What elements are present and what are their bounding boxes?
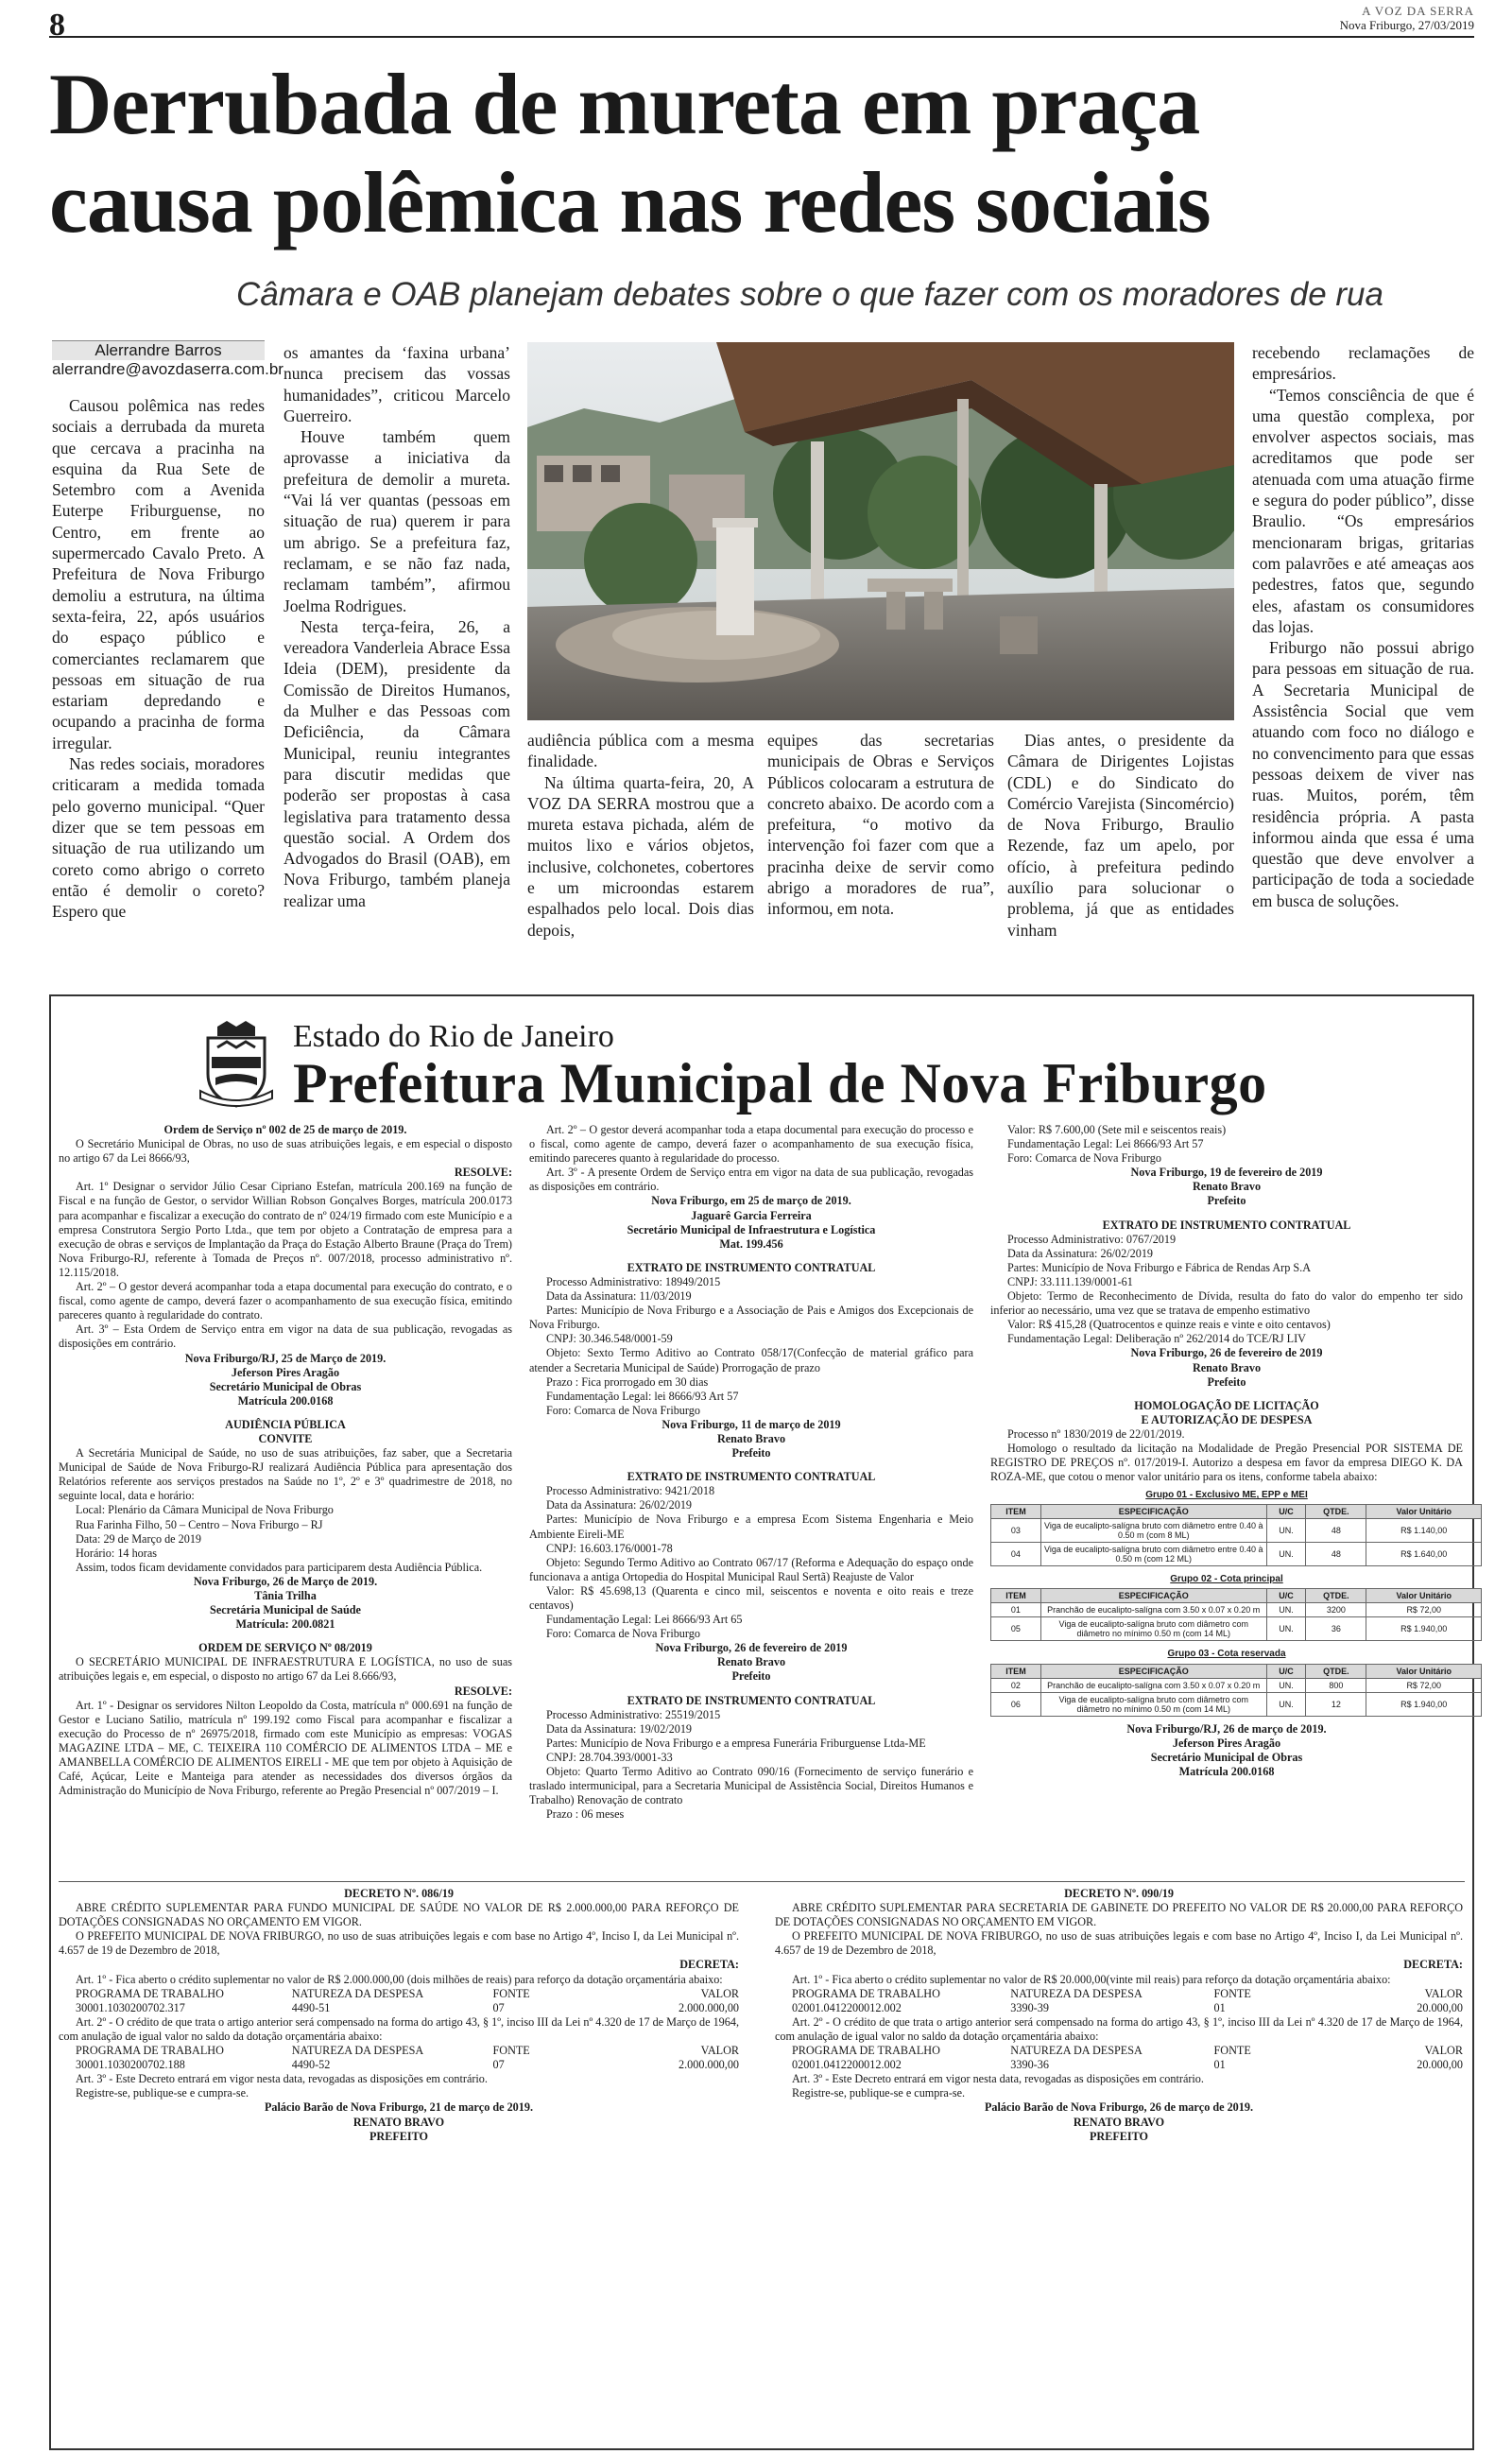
col-value: VALOR	[700, 2044, 739, 2058]
table-cell: R$ 72,00	[1366, 1678, 1482, 1692]
decree-decreta: DECRETA:	[679, 1958, 739, 1972]
budget-table-row	[59, 2001, 739, 2015]
contract-extract-title: EXTRATO DE INSTRUMENTO CONTRATUAL	[1102, 1218, 1351, 1232]
signatory-role: Prefeito	[1207, 1374, 1246, 1389]
cell-value: 20.000,00	[1417, 2058, 1463, 2072]
notice-state: Estado do Rio de Janeiro	[293, 1019, 614, 1054]
author-email: alerrandre@avozdaserra.com.br	[52, 360, 284, 378]
contract-line: Fundamentação Legal: Lei 8666/93 Art 57	[1007, 1137, 1204, 1151]
article-column-5	[1007, 730, 1234, 941]
bid-result-groups	[990, 1488, 1463, 1716]
hearing-text: A Secretária Municipal de Saúde, no uso de suas atribuições, faz saber, que a Secretaria Municipal de Saúde de Nova Friburgo-RJ realizará Audiência Pública para apresentação dos Relatórios referente aos serviços prestados na Saúde no 1º, 2º e 3º quadrimestre de 2018, no seguinte local, data e horário:	[59, 1446, 512, 1503]
table-cell: 800	[1306, 1678, 1366, 1692]
order-resolve: RESOLVE:	[454, 1166, 512, 1180]
table-header-cell: QTDE.	[1306, 1589, 1366, 1603]
decree-article-3: Art. 3º - Este Decreto entrará em vigor nesta data, revogadas as disposições em contrário.	[792, 2072, 1204, 2086]
order-article-3: Art. 3º - A presente Ordem de Serviço entra em vigor na data de sua publicação, revogadas as disposições em contrário.	[529, 1166, 973, 1194]
hearing-subtitle: CONVITE	[258, 1431, 313, 1445]
budget-table-header	[775, 1987, 1463, 2001]
budget-table-header	[59, 1987, 739, 2001]
cell-source: 01	[1213, 2000, 1226, 2014]
cell-program: 30001.1030200702.188	[76, 2058, 185, 2072]
signatory-name: Renato Bravo	[716, 1655, 786, 1669]
contract-line: Objeto: Segundo Termo Aditivo ao Contrato 067/17 (Reforma e Adequação do espaço onde funcionava a antiga Ortopedia do Hospital Municipal Raul Sertã) Reajuste de Valor	[529, 1555, 973, 1583]
table-cell: Pranchão de eucalipto-salígna com 3.50 x 0.07 x 0.20 m	[1040, 1678, 1266, 1692]
decree-intro: O PREFEITO MUNICIPAL DE NOVA FRIBURGO, no uso de suas atribuições legais e com base no Artigo 4º, Inciso I, da Lei Municipal nº. 4.657 de 19 de Dezembro de 2018,	[59, 1929, 739, 1958]
table-cell: 48	[1306, 1543, 1366, 1566]
signatory-name: Jeferson Pires Aragão	[1172, 1736, 1281, 1750]
paragraph: Dias antes, o presidente da Câmara de Dirigentes Lojistas (CDL) e do Sindicato do Comércio Varejista (Sincomércio) de Nova Friburgo, Braulio Rezende, faz um apelo, por ofício, à prefeitura pedindo auxílio para solucionar o problema, já que as entidades vinham	[1007, 731, 1234, 940]
table-row	[991, 1678, 1482, 1692]
budget-table-header	[59, 2044, 739, 2058]
table-header-cell: ESPECIFICAÇÃO	[1040, 1664, 1266, 1678]
decree-place-date: Palácio Barão de Nova Friburgo, 21 de março de 2019.	[264, 2100, 533, 2115]
decree-article-1: Art. 1º - Fica aberto o crédito suplementar no valor de R$ 20.000,00(vinte mil reais) para reforço da dotação orçamentária abaixo:	[792, 1972, 1391, 1986]
table-cell: Viga de eucalipto-salígna bruto com diâmetro com diâmetro no mínimo 0.50 m (com 14 ML)	[1040, 1692, 1266, 1716]
col-program: PROGRAMA DE TRABALHO	[76, 2044, 224, 2058]
contract-line: Processo Administrativo: 0767/2019	[1007, 1232, 1177, 1246]
decree-article-2: Art. 2º - O crédito de que trata o artigo anterior será compensado na forma do artigo 43, § 1º, inciso III da Lei nº 4.320 de 17 de Março de 1964, com anulação de igual valor no saldo da dotação orçamentária abaixo:	[775, 2014, 1463, 2043]
cell-nature: 3390-36	[1010, 2058, 1049, 2072]
table-cell: UN.	[1266, 1603, 1306, 1617]
table-row	[991, 1519, 1482, 1543]
paragraph: Houve também quem aprovasse a iniciativa da prefeitura de demolir a mureta. “Vai lá ver quantas (pessoas em situação de rua) querem ir para um abrigo. Se a prefeitura faz, reclamam, e se não faz nada, reclamam também”, afirmou Joelma Rodrigues.	[284, 427, 510, 615]
contract-line: Processo Administrativo: 18949/2015	[546, 1274, 721, 1288]
cell-value: 20.000,00	[1417, 2000, 1463, 2014]
bid-group-table	[990, 1504, 1482, 1566]
contract-line: Foro: Comarca de Nova Friburgo	[546, 1403, 700, 1417]
table-cell: Pranchão de eucalipto-salígna com 3.50 x 0.07 x 0.20 m	[1040, 1603, 1266, 1617]
col-source: FONTE	[1213, 2044, 1251, 2058]
table-header-cell: U/C	[1266, 1505, 1306, 1519]
paragraph: os amantes da ‘faxina urbana’ nunca precisem das vossas humanidades”, criticou Marcelo Guerreiro.	[284, 343, 510, 425]
notice-column-3	[990, 1123, 1463, 1779]
table-cell: 03	[991, 1519, 1041, 1543]
signatory-name: Jaguarê Garcia Ferreira	[691, 1208, 812, 1222]
decree-heading: ABRE CRÉDITO SUPLEMENTAR PARA FUNDO MUNICIPAL DE SAÚDE NO VALOR DE R$ 2.000.000,00 PARA REFORÇO DE DOTAÇÕES CONSIGNADAS NO ORÇAMENTO EM VIGOR.	[59, 1901, 739, 1929]
table-cell: 04	[991, 1543, 1041, 1566]
contract-line: Prazo : 06 meses	[546, 1807, 625, 1822]
contract-line: Data da Assinatura: 26/02/2019	[546, 1498, 693, 1512]
signatory-role: Secretário Municipal de Infraestrutura e Logística	[627, 1222, 876, 1236]
contract-place-date: Nova Friburgo, 26 de fevereiro de 2019	[655, 1641, 848, 1655]
decree-register: Registre-se, publique-se e cumpra-se.	[76, 2086, 249, 2100]
photo-kiosk-square	[527, 342, 1234, 720]
contract-line: Fundamentação Legal: lei 8666/93 Art 57	[546, 1389, 739, 1403]
contract-line: Valor: R$ 45.698,13 (Quarenta e cinco mil, seiscentos e noventa e oito reais e treze centavos)	[529, 1583, 973, 1612]
table-header-cell: Valor Unitário	[1366, 1505, 1482, 1519]
contract-line: CNPJ: 30.346.548/0001-59	[546, 1332, 673, 1346]
city-crest-icon	[198, 1019, 274, 1110]
contract-line: CNPJ: 16.603.176/0001-78	[546, 1541, 673, 1555]
decree-090	[775, 1887, 1463, 2144]
contract-line: CNPJ: 28.704.393/0001-33	[546, 1750, 673, 1764]
order-title: ORDEM DE SERVIÇO Nº 08/2019	[198, 1641, 372, 1655]
table-header-cell: ITEM	[991, 1589, 1041, 1603]
table-cell: R$ 1.940,00	[1366, 1692, 1482, 1716]
table-cell: UN.	[1266, 1692, 1306, 1716]
table-row	[991, 1692, 1482, 1716]
hearing-date: Data: 29 de Março de 2019	[76, 1531, 202, 1546]
headline	[49, 55, 1486, 251]
contract-place-date: Nova Friburgo, 19 de fevereiro de 2019	[1130, 1166, 1323, 1180]
signatory-registration: Matrícula: 200.0821	[235, 1617, 335, 1632]
table-cell: R$ 72,00	[1366, 1603, 1482, 1617]
table-header-cell: U/C	[1266, 1664, 1306, 1678]
paragraph: Friburgo não possui abrigo para pessoas em situação de rua. A Secretaria Municipal de Assistência Social que vem atuando com foco no diálogo e no convencimento para que essas pessoas deixem de viver nas ruas. Muitos, porém, têm residência própria. A pasta informou ainda que essa é uma questão que deve envolver a participação de toda a sociedade em busca de soluções.	[1252, 638, 1474, 910]
order-article-3: Art. 3º – Esta Ordem de Serviço entra em vigor na data de sua publicação, revogadas as disposições em contrário.	[59, 1322, 512, 1351]
homologation-subtitle: E AUTORIZAÇÃO DE DESPESA	[1141, 1412, 1313, 1426]
signatory-role: Prefeito	[731, 1446, 771, 1460]
decree-decreta: DECRETA:	[1403, 1958, 1463, 1972]
paragraph: recebendo reclamações de empresários.	[1252, 343, 1474, 384]
decree-title: DECRETO Nº. 090/19	[1064, 1887, 1174, 1900]
contract-extract-title: EXTRATO DE INSTRUMENTO CONTRATUAL	[627, 1470, 876, 1484]
table-header-cell: U/C	[1266, 1589, 1306, 1603]
paragraph: equipes das secretarias municipais de Obras e Serviços Públicos colocaram a estrutura de concreto abaixo. De acordo com a prefeitura, “o motivo da intervenção foi fazer com que a pracinha deixe de servir como abrigo a moradores de rua”, informou, em nota.	[767, 731, 994, 919]
paragraph: Causou polêmica nas redes sociais a derrubada da mureta que cercava a pracinha na esquina da Rua Sete de Setembro com a Avenida Euterpe Friburguense, no Centro, em frente ao supermercado Cavalo Preto. A Prefeitura de Nova Friburgo demoliu a estrutura, na última sexta-feira, 22, após usuários do espaço público e comerciantes reclamarem que pessoas em situação de rua estariam depredando e ocupando a pracinha de forma irregular.	[52, 396, 265, 752]
order-article-2: Art. 2º – O gestor deverá acompanhar toda a etapa documental para execução do contrato, e o fiscal, como agente de campo, deverá fazer o acompanhamento de sua execução física, emitindo pareceres quanto à regularidade do contrato.	[59, 1280, 512, 1322]
contract-place-date: Nova Friburgo, 11 de março de 2019	[662, 1417, 841, 1431]
order-article-2: Art. 2º – O gestor deverá acompanhar toda a etapa documental para execução do processo e o fiscal, como agente de campo, deverá fazer o acompanhamento de sua execução física, emitindo pareceres quanto à regularidade do processo.	[529, 1123, 973, 1166]
signatory-name: RENATO BRAVO	[1073, 2115, 1165, 2129]
col-value: VALOR	[1424, 2044, 1463, 2058]
decree-086	[59, 1887, 739, 2144]
table-cell: 06	[991, 1692, 1041, 1716]
cell-value: 2.000.000,00	[679, 2058, 739, 2072]
paragraph: Nas redes sociais, moradores criticaram a medida tomada pelo governo municipal. “Quer dizer que se tem pessoas em situação de rua utilizando um coreto como abrigo o correto então é demolir o coreto? Espero que	[52, 754, 265, 922]
cell-source: 01	[1213, 2058, 1226, 2072]
budget-table-row	[775, 2058, 1463, 2072]
decree-article-2: Art. 2º - O crédito de que trata o artigo anterior será compensado na forma do artigo 43, § 1º, inciso III da Lei nº 4.320 de 17 de Março de 1964, com anulação de igual valor no saldo da dotação orçamentária abaixo:	[59, 2014, 739, 2043]
table-cell: R$ 1.140,00	[1366, 1519, 1482, 1543]
hearing-address: Rua Farinha Filho, 50 – Centro – Nova Friburgo – RJ	[76, 1517, 323, 1531]
order-article-1: Art. 1º - Designar os servidores Nilton Leopoldo da Costa, matrícula nº 000.691 na função de Gestor e Luciano Satilio, matrícula nº 199.192 como Fiscal para acompanhar e fiscalizar a execução do Processo de nº 26975/2018, firmado com este Município as empresas: VOGAS MAGAZINE LTDA – ME, C. TEIXEIRA 110 COMÉRCIO DE ALIMENTOS LTDA – ME e AMANBELLA COMÉRCIO DE ALIMENTOS EIRELI - ME que tem por objeto à Aquisição de Café, Açúcar, Leite e Manteiga para atender as necessidades dos diversos órgãos da Administração do Município de Nova Friburgo, referente ao Pregão Presencial nº 007/2019 – I.	[59, 1698, 512, 1798]
decree-separator	[59, 1881, 1465, 1882]
bid-group-title: Grupo 03 - Cota reservada	[1167, 1649, 1286, 1660]
paragraph: Nesta terça-feira, 26, a vereadora Vanderleia Abrace Essa Ideia (DEM), presidente da Comissão de Direitos Humanos, da Mulher e das Pessoas com Deficiência, da Câmara Municipal, reuniu integrantes para discutir medidas que poderão ser propostas à casa legislativa para tratamento dessa questão social. A Ordem dos Advogados do Brasil (OAB), em Nova Friburgo, também planeja realizar uma	[284, 616, 510, 910]
contract-line: Processo Administrativo: 9421/2018	[546, 1484, 715, 1498]
contract-line: Partes: Município de Nova Friburgo e Fábrica de Rendas Arp S.A	[1007, 1260, 1311, 1274]
cell-nature: 3390-39	[1010, 2000, 1049, 2014]
contract-line: Partes: Município de Nova Friburgo e a Associação de Pais e Amigos dos Excepcionais de Nova Friburgo.	[529, 1304, 973, 1332]
decree-title: DECRETO Nº. 086/19	[344, 1887, 454, 1900]
signatory-name: RENATO BRAVO	[352, 2115, 445, 2129]
table-row	[991, 1543, 1482, 1566]
contract-line: Valor: R$ 415,28 (Quatrocentos e quinze reais e vinte e oito centavos)	[1007, 1318, 1331, 1332]
col-source: FONTE	[492, 1986, 530, 2000]
signatory-role: Secretário Municipal de Obras	[1150, 1750, 1303, 1764]
table-cell: UN.	[1266, 1543, 1306, 1566]
paragraph: Na última quarta-feira, 20, A VOZ DA SERRA mostrou que a mureta estava pichada, além de muitos lixo e vários objetos, inclusive, colchonetes, cobertores e um microondas estarem espalhados pelo local. Dois dias depois,	[527, 772, 754, 940]
notice-column-2	[529, 1123, 973, 1822]
table-cell: Viga de eucalipto-salígna bruto com diâmetro com diâmetro no mínimo 0.50 m (com 14 ML)	[1040, 1617, 1266, 1641]
col-nature: NATUREZA DA DESPESA	[1010, 1986, 1143, 2000]
contract-place-date: Nova Friburgo, 26 de fevereiro de 2019	[1130, 1346, 1323, 1360]
contract-line: Objeto: Termo de Reconhecimento de Dívida, resulta do fato do valor do empenho ter sido inferior ao necessário, uma vez que se tratava de empenho estimativo	[990, 1289, 1463, 1318]
decree-intro: O PREFEITO MUNICIPAL DE NOVA FRIBURGO, no uso de suas atribuições legais e com base no Artigo 4º, Inciso I, da Lei Municipal nº. 4.657 de 19 de Dezembro de 2018,	[775, 1929, 1463, 1958]
signatory-role: PREFEITO	[1089, 2129, 1149, 2143]
cell-value: 2.000.000,00	[679, 2000, 739, 2014]
col-program: PROGRAMA DE TRABALHO	[792, 1986, 940, 2000]
table-header-row	[991, 1505, 1482, 1519]
col-value: VALOR	[700, 1986, 739, 2000]
date-line: Nova Friburgo, 27/03/2019	[1339, 18, 1474, 32]
contract-line: Fundamentação Legal: Deliberação nº 262/2014 do TCE/RJ LIV	[1007, 1332, 1306, 1346]
contract-line: Foro: Comarca de Nova Friburgo	[546, 1627, 700, 1641]
table-header-cell: ESPECIFICAÇÃO	[1040, 1589, 1266, 1603]
table-cell: 05	[991, 1617, 1041, 1641]
contract-line: Partes: Município de Nova Friburgo e a empresa Funerária Friburguense Ltda-ME	[546, 1736, 926, 1750]
contract-line: Objeto: Quarto Termo Aditivo ao Contrato 090/16 (Fornecimento de serviço funerário e traslado intermunicipal, para a Secretaria Municipal de Assistência Social, Direitos Humanos e Trabalho) Renovação de contrato	[529, 1765, 973, 1807]
table-row	[991, 1617, 1482, 1641]
order-resolve: RESOLVE:	[454, 1684, 512, 1698]
table-cell: UN.	[1266, 1617, 1306, 1641]
page-number: 8	[49, 8, 65, 43]
table-header-cell: QTDE.	[1306, 1505, 1366, 1519]
notice-title: Prefeitura Municipal de Nova Friburgo	[293, 1052, 1267, 1115]
hearing-title: AUDIÊNCIA PÚBLICA	[225, 1417, 346, 1431]
col-source: FONTE	[1213, 1986, 1251, 2000]
signatory-role: Prefeito	[1207, 1194, 1246, 1208]
subheadline: Câmara e OAB planejam debates sobre o que fazer com os moradores de rua	[236, 276, 1383, 313]
contract-line: Data da Assinatura: 26/02/2019	[1007, 1246, 1154, 1260]
signatory-registration: Mat. 199.456	[719, 1236, 783, 1251]
table-cell: 36	[1306, 1617, 1366, 1641]
signatory-role: PREFEITO	[369, 2129, 429, 2143]
cell-nature: 4490-51	[291, 2000, 331, 2014]
cell-program: 02001.0412200012.002	[792, 2000, 902, 2014]
hearing-location: Local: Plenário da Câmara Municipal de Nova Friburgo	[76, 1503, 334, 1517]
bid-group-table	[990, 1588, 1482, 1641]
bid-group-table	[990, 1664, 1482, 1717]
signatory-registration: Matrícula 200.0168	[1178, 1764, 1275, 1778]
hearing-time: Horário: 14 horas	[76, 1546, 157, 1560]
budget-table-header	[775, 2044, 1463, 2058]
table-row	[991, 1603, 1482, 1617]
table-header-cell: ESPECIFICAÇÃO	[1040, 1505, 1266, 1519]
decree-place-date: Palácio Barão de Nova Friburgo, 26 de março de 2019.	[984, 2100, 1253, 2115]
table-header-row	[991, 1589, 1482, 1603]
contract-extract-title: EXTRATO DE INSTRUMENTO CONTRATUAL	[627, 1260, 876, 1274]
homologation-title: HOMOLOGAÇÃO DE LICITAÇÃO	[1134, 1398, 1319, 1412]
budget-table-row	[775, 2001, 1463, 2015]
table-cell: UN.	[1266, 1678, 1306, 1692]
paragraph: “Temos consciência de que é uma questão complexa, por envolver aspectos sociais, mas acreditamos que pode ser atenuada com uma atuação firme e segura do poder público”, disse Braulio. “Os empresários mencionaram brigas, gritarias com palavrões e até ameaças aos pedestres, fatos que, segundo eles, afastam os consumidores das lojas.	[1252, 385, 1474, 636]
signatory-role: Secretária Municipal de Saúde	[210, 1603, 361, 1617]
contract-line: Processo Administrativo: 25519/2015	[546, 1707, 721, 1721]
decree-article-3: Art. 3º - Este Decreto entrará em vigor nesta data, revogadas as disposições em contrário.	[76, 2072, 488, 2086]
decree-article-1: Art. 1º - Fica aberto o crédito suplementar no valor de R$ 2.000.000,00 (dois milhões de reais) para reforço da dotação orçamentária abaixo:	[76, 1972, 723, 1986]
contract-line: Prazo : Fica prorrogado em 30 dias	[546, 1374, 709, 1389]
page-header-meta	[1340, 4, 1474, 32]
order-intro: O SECRETÁRIO MUNICIPAL DE INFRAESTRUTURA E LOGÍSTICA, no uso de suas atribuições legais e, em especial, o disposto no artigo 67 da Lei 8.666/93,	[59, 1655, 512, 1684]
contract-line: Partes: Município de Nova Friburgo e a empresa Ecom Sistema Engenharia e Meio Ambiente Eireli-ME	[529, 1512, 973, 1541]
table-cell: R$ 1.640,00	[1366, 1543, 1482, 1566]
contract-line: Data da Assinatura: 19/02/2019	[546, 1721, 693, 1736]
homologation-place-date: Nova Friburgo/RJ, 26 de março de 2019.	[1126, 1721, 1327, 1736]
signatory-name: Renato Bravo	[1192, 1180, 1262, 1194]
col-program: PROGRAMA DE TRABALHO	[792, 2044, 940, 2058]
paper-name: A VOZ DA SERRA	[1362, 4, 1474, 18]
signatory-registration: Matrícula 200.0168	[237, 1393, 334, 1408]
order-intro: O Secretário Municipal de Obras, no uso de suas atribuições legais, e em especial o disposto no artigo 67 da Lei 8666/93,	[59, 1137, 512, 1166]
bid-group-title: Grupo 01 - Exclusivo ME, EPP e MEI	[1145, 1490, 1308, 1501]
contract-line: Valor: R$ 7.600,00 (Sete mil e seiscentos reais)	[1007, 1123, 1227, 1136]
article-column-3	[527, 730, 754, 941]
table-cell: 02	[991, 1678, 1041, 1692]
signatory-role: Secretário Municipal de Obras	[209, 1379, 362, 1393]
table-header-cell: ITEM	[991, 1664, 1041, 1678]
order-place-date: Nova Friburgo, em 25 de março de 2019.	[651, 1194, 851, 1208]
table-cell: UN.	[1266, 1519, 1306, 1543]
contract-extract-title: EXTRATO DE INSTRUMENTO CONTRATUAL	[627, 1693, 876, 1707]
signatory-name: Jeferson Pires Aragão	[231, 1365, 340, 1379]
order-article-1: Art. 1º Designar o servidor Júlio Cesar Cipriano Estefan, matrícula 200.169 na função de Fiscal e na função de Gestor, o servidor Willian Robson Gonçalves Borges, matrícula 200.0173 para acompanhar e fiscalizar a execução do contrato de nº 024/19 firmado com este Município e a empresa Construtora Sergio Porto Ltda., que tem por objeto a Contratação de empresa para a execução de obras e serviços de Implantação da Praça do Estação Alberto Braune (Praça do Trem) Nova Friburgo-RJ, referente à Tomada de Preços nº. 007/2018, processo administrativo nº. 12.115/2018.	[59, 1180, 512, 1279]
contract-line: Objeto: Sexto Termo Aditivo ao Contrato 058/17(Confecção de material gráfico para atender a Secretaria Municipal de Saúde) Prorrogação de prazo	[529, 1346, 973, 1374]
signatory-name: Renato Bravo	[716, 1431, 786, 1445]
signatory-name: Renato Bravo	[1192, 1360, 1262, 1374]
table-cell: 01	[991, 1603, 1041, 1617]
cell-program: 02001.0412200012.002	[792, 2058, 902, 2072]
col-program: PROGRAMA DE TRABALHO	[76, 1986, 224, 2000]
table-cell: Viga de eucalipto-salígna bruto com diâmetro entre 0.40 à 0.50 m (com 12 ML)	[1040, 1543, 1266, 1566]
col-nature: NATUREZA DA DESPESA	[291, 2044, 424, 2058]
paragraph: audiência pública com a mesma finalidade.	[527, 731, 754, 771]
article-column-4	[767, 730, 994, 920]
table-header-cell: QTDE.	[1306, 1664, 1366, 1678]
article-column-6	[1252, 342, 1474, 911]
table-cell: Viga de eucalipto-salígna bruto com diâmetro entre 0.40 à 0.50 m (com 8 ML)	[1040, 1519, 1266, 1543]
budget-table-row	[59, 2058, 739, 2072]
contract-line: CNPJ: 33.111.139/0001-61	[1007, 1274, 1133, 1288]
signatory-role: Prefeito	[731, 1669, 771, 1684]
headline-line-2: causa polêmica nas redes sociais	[49, 154, 1211, 251]
table-header-row	[991, 1664, 1482, 1678]
cell-source: 07	[492, 2000, 505, 2014]
bid-group-title: Grupo 02 - Cota principal	[1170, 1574, 1283, 1585]
article-column-2	[284, 342, 510, 911]
cell-source: 07	[492, 2058, 505, 2072]
decree-register: Registre-se, publique-se e cumpra-se.	[792, 2086, 966, 2100]
table-header-cell: Valor Unitário	[1366, 1664, 1482, 1678]
table-header-cell: Valor Unitário	[1366, 1589, 1482, 1603]
contract-line: Fundamentação Legal: Lei 8666/93 Art 65	[546, 1613, 743, 1627]
hearing-place-date: Nova Friburgo, 26 de Março de 2019.	[193, 1574, 378, 1588]
table-cell: 48	[1306, 1519, 1366, 1543]
contract-line: Foro: Comarca de Nova Friburgo	[1007, 1151, 1161, 1166]
homologation-process: Processo nº 1830/2019 de 22/01/2019.	[1007, 1426, 1185, 1441]
cell-nature: 4490-52	[291, 2058, 331, 2072]
table-cell: 3200	[1306, 1603, 1366, 1617]
article-column-1	[52, 395, 265, 922]
order-title: Ordem de Serviço nº 002 de 25 de março de 2019.	[163, 1123, 407, 1136]
byline	[52, 340, 284, 379]
article-photo	[527, 342, 1234, 720]
col-value: VALOR	[1424, 1986, 1463, 2000]
table-cell: R$ 1.940,00	[1366, 1617, 1482, 1641]
author-name: Alerrandre Barros	[52, 340, 265, 360]
cell-program: 30001.1030200702.317	[76, 2000, 185, 2014]
col-source: FONTE	[492, 2044, 530, 2058]
header-rule	[49, 36, 1474, 38]
col-nature: NATUREZA DA DESPESA	[291, 1986, 424, 2000]
homologation-text: Homologo o resultado da licitação na Modalidade de Pregão Presencial POR SISTEMA DE REGISTRO DE PREÇOS nº. 017/2019-I. Autorizo a despesa em favor da empresa DIEGO K. DA ROZA-ME, que cotou o menor valor unitário para os itens, conforme tabela abaixo:	[990, 1441, 1463, 1484]
decree-heading: ABRE CRÉDITO SUPLEMENTAR PARA SECRETARIA DE GABINETE DO PREFEITO NO VALOR DE R$ 20.000,00 PARA REFORÇO DE DOTAÇÕES CONSIGNADAS NO ORÇAMENTO EM VIGOR.	[775, 1901, 1463, 1929]
notice-column-1	[59, 1123, 512, 1798]
contract-line: Data da Assinatura: 11/03/2019	[546, 1289, 692, 1304]
col-nature: NATUREZA DA DESPESA	[1010, 2044, 1143, 2058]
table-cell: 12	[1306, 1692, 1366, 1716]
order-place-date: Nova Friburgo/RJ, 25 de Março de 2019.	[184, 1351, 387, 1365]
headline-line-1: Derrubada de mureta em praça	[49, 56, 1200, 152]
signatory-name: Tânia Trilha	[254, 1589, 317, 1602]
hearing-invite: Assim, todos ficam devidamente convidados para participarem desta Audiência Pública.	[76, 1560, 483, 1574]
table-header-cell: ITEM	[991, 1505, 1041, 1519]
